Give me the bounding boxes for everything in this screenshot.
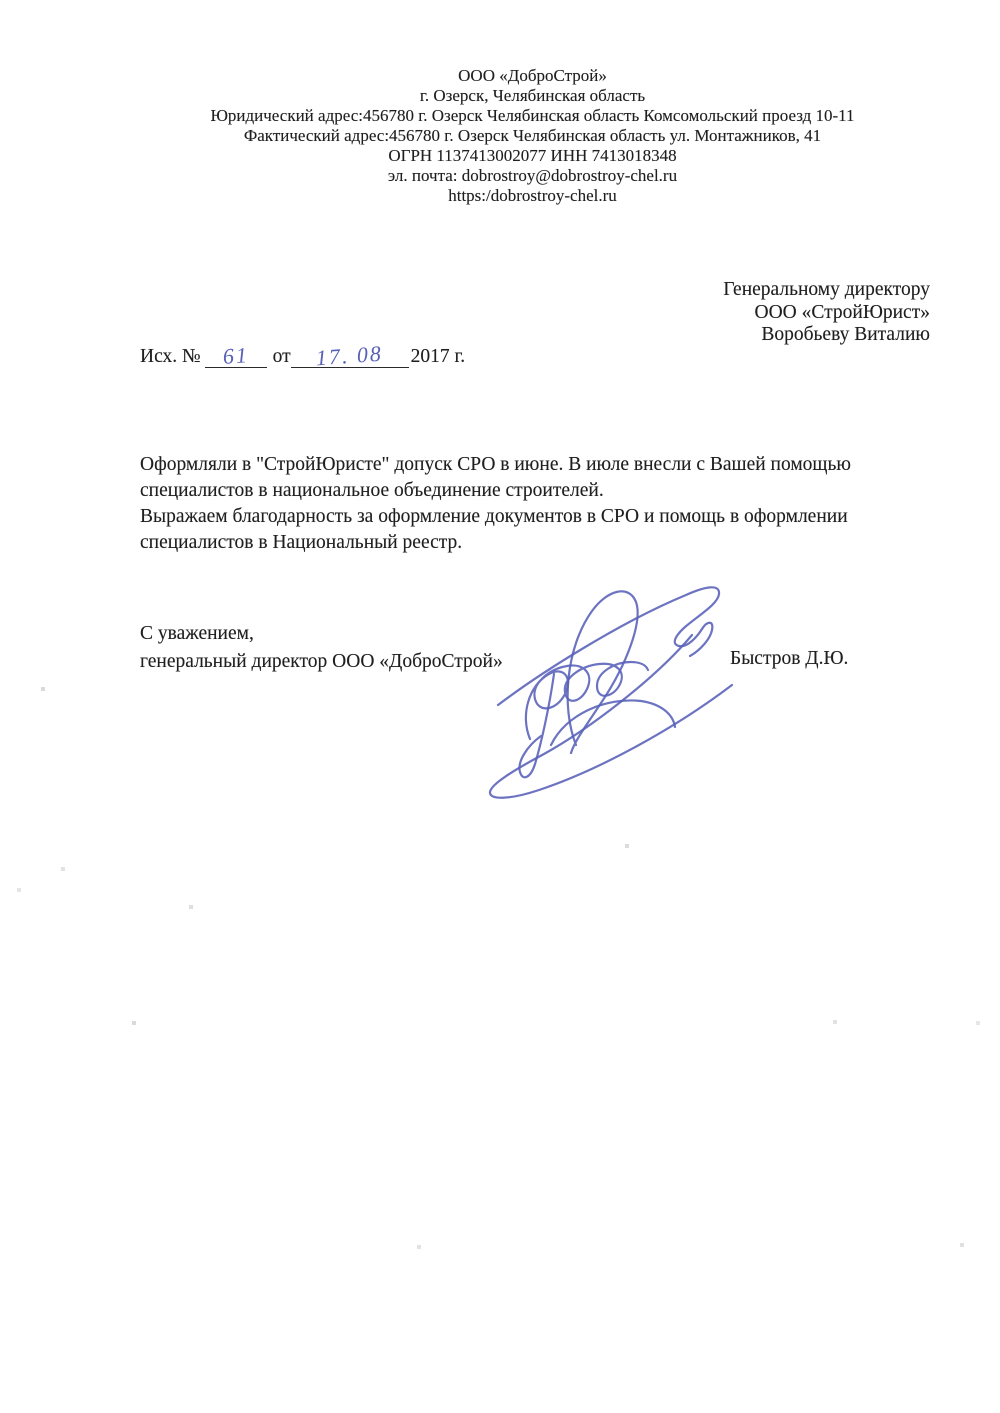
company-email: эл. почта: dobrostroy@dobrostroy-chel.ru — [387, 166, 678, 185]
closing-block — [140, 620, 503, 675]
recipient-position: Генеральному директору — [723, 279, 930, 300]
scan-noise — [0, 0, 2, 2]
signer-name: Быстров Д.Ю. — [730, 648, 849, 669]
reference-line — [140, 340, 466, 371]
actual-address: Фактический адрес:456780 г. Озерск Челябинская область ул. Монтажников, 41 — [243, 126, 822, 145]
body-line: специалистов в Национальный реестр. — [140, 532, 463, 553]
body-line: Оформляли в "СтройЮристе" допуск СРО в июне. В июле внесли с Вашей помощью — [140, 454, 851, 475]
recipient-person: Воробьеву Виталию — [761, 324, 930, 345]
recipient-block — [723, 279, 930, 347]
legal-address: Юридический адрес:456780 г. Озерск Челябинская область Комсомольский проезд 10-11 — [210, 106, 855, 125]
ref-ot-label: от — [272, 346, 291, 367]
ref-prefix: Исх. № — [140, 346, 201, 367]
body-line: Выражаем благодарность за оформление документов в СРО и помощь в оформлении — [140, 506, 848, 527]
body-line: специалистов в национальное объединение строителей. — [140, 480, 604, 501]
ogrn-inn: ОГРН 1137413002077 ИНН 7413018348 — [388, 146, 677, 165]
company-name: ООО «ДоброСтрой» — [458, 66, 607, 85]
closing-regards: С уважением, — [140, 623, 254, 644]
recipient-company: ООО «СтройЮрист» — [754, 301, 930, 323]
signature-ink — [468, 573, 762, 805]
closing-title-line: генеральный директор ООО «ДоброСтрой» — [140, 650, 503, 672]
ref-date-handwritten: 17. 08 — [315, 340, 384, 371]
company-website: https:/dobrostroy-chel.ru — [448, 186, 617, 205]
ref-date-blank — [291, 340, 409, 371]
ref-year: 2017 г. — [410, 346, 466, 367]
company-city: г. Озерск, Челябинская область — [419, 86, 646, 105]
letterhead — [65, 66, 1000, 206]
letter-body — [140, 452, 900, 556]
ref-number-blank — [205, 342, 267, 369]
ref-number-handwritten: 61 — [221, 342, 250, 369]
